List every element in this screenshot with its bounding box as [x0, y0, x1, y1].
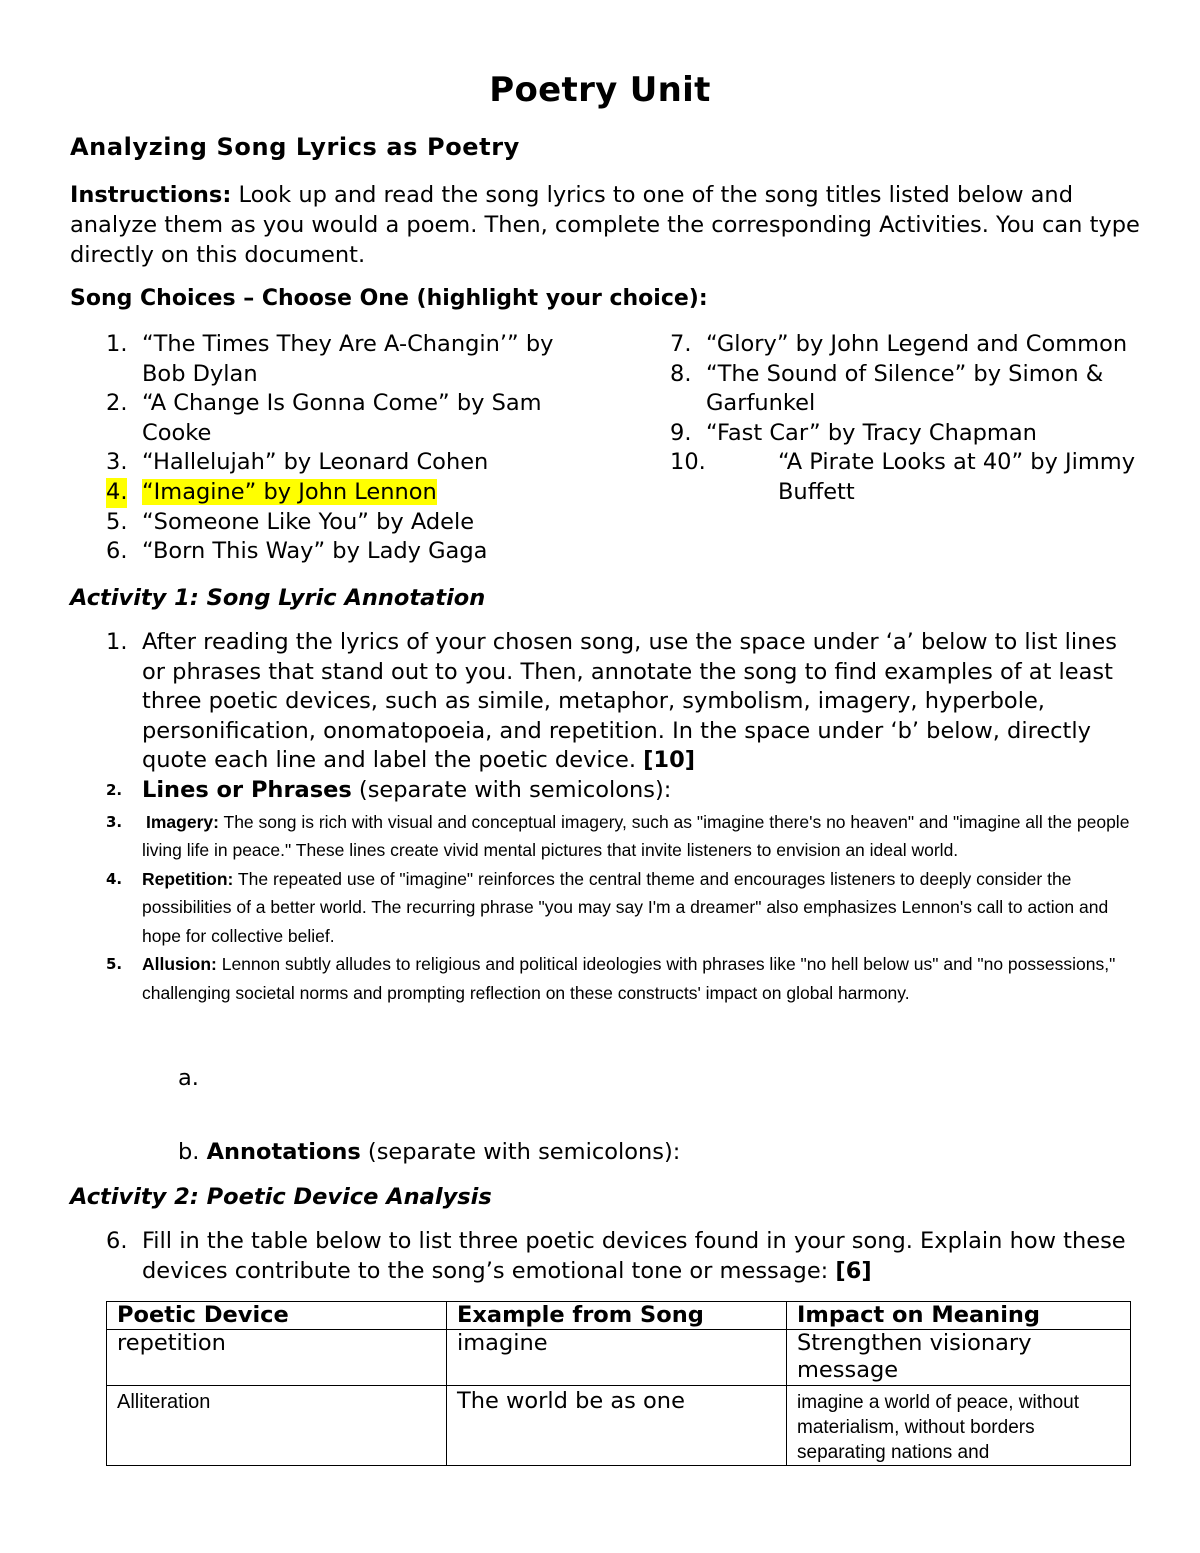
table-header-cell: Impact on Meaning	[787, 1302, 1131, 1330]
song-choice-text-highlighted: “Imagine” by John Lennon	[142, 478, 437, 505]
annotations-text: (separate with semicolons):	[360, 1139, 681, 1165]
lines-or-phrases-text: (separate with semicolons):	[351, 776, 672, 803]
table-row	[107, 1330, 1131, 1386]
device-label: Allusion:	[142, 954, 217, 975]
song-choice-item[interactable]	[670, 360, 1150, 419]
annotations-label: Annotations	[206, 1139, 361, 1165]
device-explanation: The repeated use of "imagine" reinforces the central theme and encourages listeners to deeply consider the possibilities of a better world. The recurring phrase "you may say I'm a dreamer" also emphasizes Lennon's call to action and hope for collective belief.	[142, 868, 1109, 946]
table-header-cell: Example from Song	[447, 1302, 787, 1330]
activity2-list	[106, 1227, 1136, 1286]
points-label: [6]	[835, 1257, 872, 1284]
song-choice-text: “The Sound of Silence” by Simon & Garfunkel	[706, 360, 1104, 417]
list-item[interactable]	[106, 950, 1136, 1007]
points-label: [10]	[643, 747, 696, 774]
table-cell[interactable]: imagine	[447, 1330, 787, 1386]
activity2-heading: Activity 2: Poetic Device Analysis	[70, 1184, 492, 1210]
list-item	[106, 776, 1136, 806]
list-number: 5.	[106, 955, 123, 974]
activity1-heading: Activity 1: Song Lyric Annotation	[70, 585, 486, 611]
list-number: 7.	[670, 331, 692, 357]
sub-item-b[interactable]	[178, 1137, 680, 1167]
song-choice-item[interactable]	[670, 448, 1150, 507]
song-choice-item[interactable]	[670, 330, 1150, 360]
list-item[interactable]	[106, 865, 1136, 951]
list-number: 9.	[670, 419, 692, 446]
device-label: Imagery:	[146, 811, 219, 832]
list-item[interactable]	[106, 808, 1136, 865]
song-choice-item[interactable]	[106, 448, 586, 478]
device-explanation: The song is rich with visual and conceptual imagery, such as "imagine there's no heaven" and "imagine all the people living life in peace." These lines create vivid mental pictures that invite listeners to envision an ideal world.	[142, 811, 1130, 861]
instructions-text: Look up and read the song lyrics to one of the song titles listed below and analyze them as you would a poem. Then, complete the corresponding Activities. You can type directly on this document.	[70, 182, 1140, 268]
song-choice-item[interactable]	[670, 419, 1150, 449]
list-number: 4.	[106, 869, 123, 888]
list-number: 3.	[106, 812, 123, 831]
table-header-cell: Poetic Device	[107, 1302, 447, 1330]
page-title: Poetry Unit	[489, 70, 711, 110]
song-choice-text: “Glory” by John Legend and Common	[706, 331, 1128, 357]
table-cell[interactable]: The world be as one	[447, 1386, 787, 1466]
song-choice-item-selected[interactable]	[106, 478, 586, 508]
song-choice-text: “A Change Is Gonna Come” by Sam Cooke	[142, 390, 542, 446]
instructions-label: Instructions:	[70, 182, 232, 208]
list-number: 3.	[106, 449, 128, 476]
table-cell[interactable]: Alliteration	[107, 1386, 447, 1466]
list-item	[106, 628, 1136, 776]
sub-item-a[interactable]: a.	[178, 1065, 199, 1091]
device-label: Repetition:	[142, 868, 234, 889]
song-choice-text: “Born This Way” by Lady Gaga	[142, 538, 488, 565]
song-choices-heading: Song Choices – Choose One (highlight your choice):	[70, 286, 708, 311]
instructions-paragraph	[70, 180, 1140, 270]
table-cell[interactable]: imagine a world of peace, without materialism, without borders separating nations and	[787, 1386, 1131, 1466]
song-choices-left-column	[106, 330, 586, 567]
list-number: 8.	[670, 360, 692, 387]
list-number: 2.	[106, 780, 123, 799]
table-row	[107, 1386, 1131, 1466]
list-number: 6.	[106, 1228, 128, 1254]
activity1-instruction-text: After reading the lyrics of your chosen song, use the space under ‘a’ below to list lines or phrases that stand out to you. Then, annotate the song to find examples of at least three poetic devices, such as simile, metaphor, symbolism, imagery, hyperbole, personification, onomatopoeia, and repetition. In the space under ‘b’ below, directly quote each line and label the poetic device.	[142, 629, 1117, 774]
device-explanation: Lennon subtly alludes to religious and political ideologies with phrases like "no hell below us" and "no possessions," challenging societal norms and prompting reflection on these constructs' impact on global harmony.	[142, 954, 1116, 1003]
song-choices-right-column	[670, 330, 1150, 508]
list-item	[106, 1227, 1136, 1286]
table-header-row	[107, 1302, 1131, 1330]
activity2-instruction-text: Fill in the table below to list three poetic devices found in your song. Explain how these devices contribute to the song’s emotional tone or message:	[142, 1228, 1126, 1284]
song-choice-item[interactable]	[106, 330, 586, 389]
table-cell[interactable]: Strengthen visionary message	[787, 1330, 1131, 1386]
list-number: 2.	[106, 390, 128, 417]
list-number: 4.	[106, 478, 127, 508]
list-number: 1.	[106, 629, 128, 655]
song-choice-text: “Fast Car” by Tracy Chapman	[706, 419, 1037, 446]
song-choice-text: “Hallelujah” by Leonard Cohen	[142, 449, 489, 476]
list-number: 10.	[670, 449, 706, 476]
song-choice-text: “The Times They Are A-Changin’” by Bob Dylan	[142, 331, 554, 387]
song-choice-text: “A Pirate Looks at 40” by Jimmy Buffett	[778, 449, 1136, 505]
sub-item-letter: b.	[178, 1139, 200, 1165]
song-choice-item[interactable]	[106, 537, 586, 567]
song-choice-item[interactable]	[106, 508, 586, 538]
lines-or-phrases-label: Lines or Phrases	[142, 776, 352, 803]
list-number: 5.	[106, 508, 128, 535]
song-choice-item[interactable]	[106, 389, 586, 448]
activity1-list	[106, 628, 1136, 1007]
page-subtitle: Analyzing Song Lyrics as Poetry	[70, 133, 520, 161]
list-number: 6.	[106, 538, 128, 565]
list-number: 1.	[106, 331, 128, 357]
song-choice-text: “Someone Like You” by Adele	[142, 508, 475, 535]
table-cell[interactable]: repetition	[107, 1330, 447, 1386]
poetic-device-table	[106, 1301, 1131, 1466]
